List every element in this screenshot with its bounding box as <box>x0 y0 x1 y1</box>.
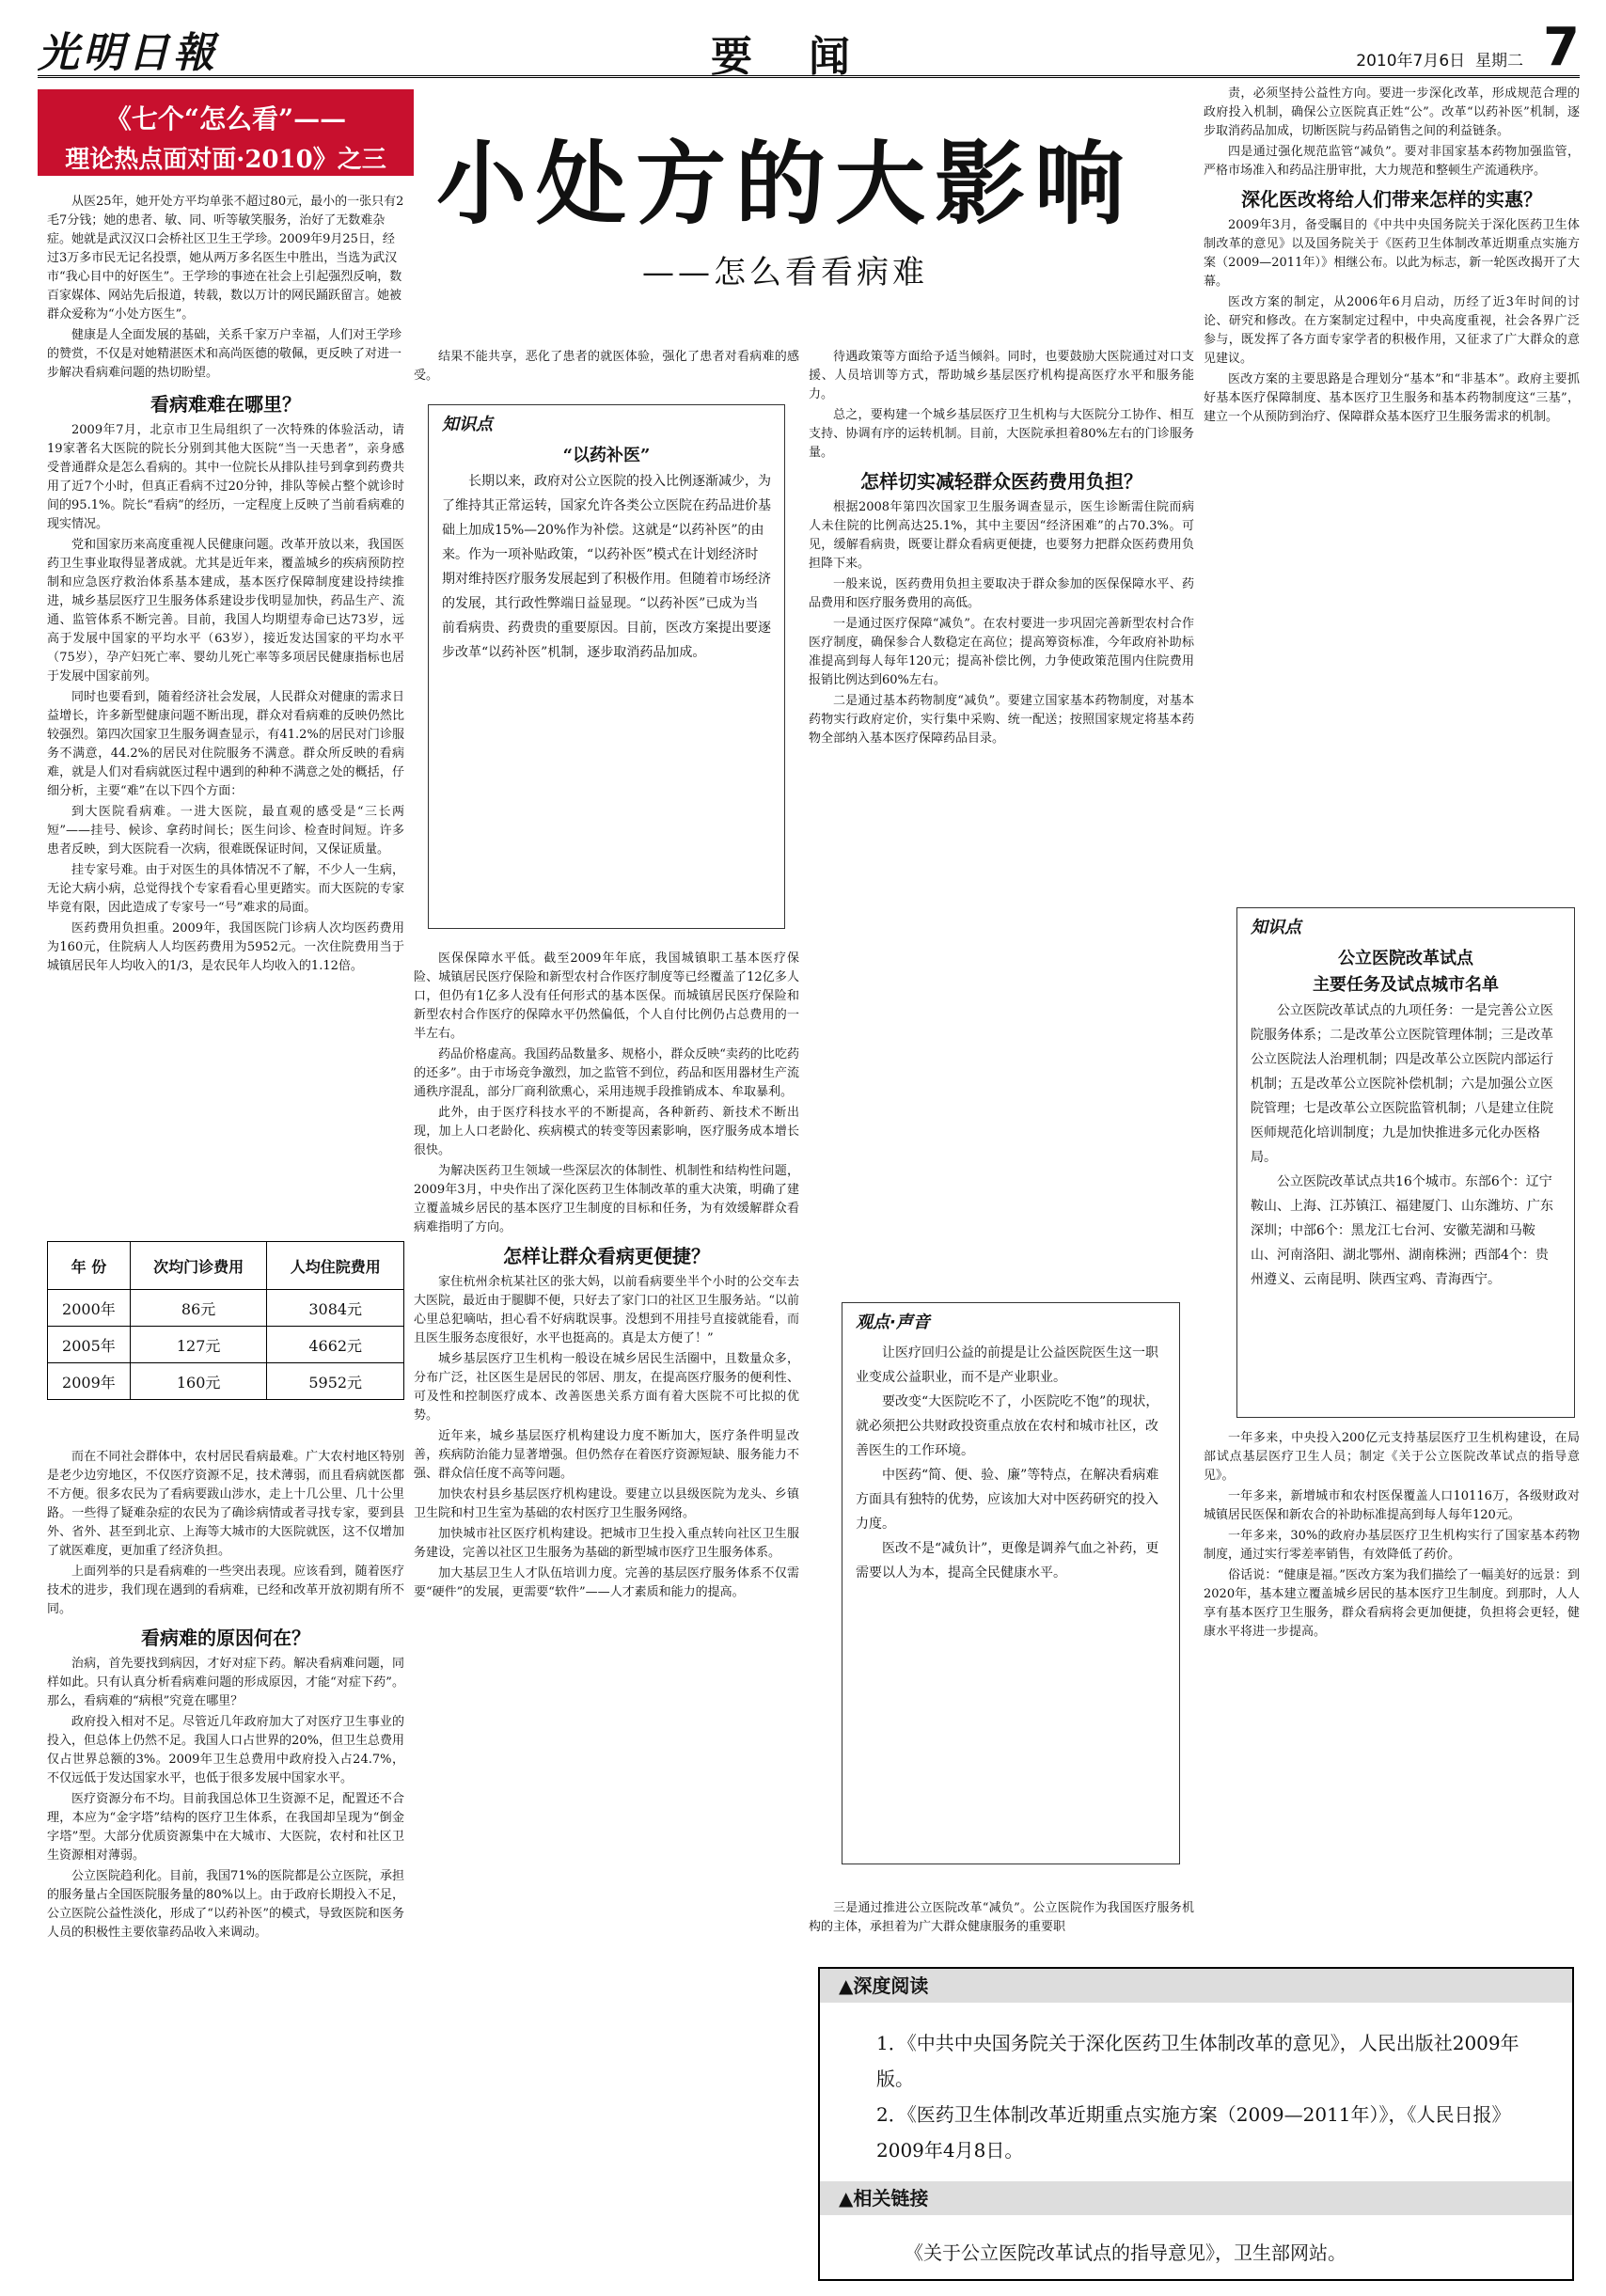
knowledge-subtitle: 主要任务及试点城市名单 <box>1313 975 1499 995</box>
knowledge-box-2 <box>1236 907 1575 1418</box>
paragraph: 一般来说，医药费用负担主要取决于群众参加的医保保障水平、药品费用和医疗服务费用的高低。 <box>809 577 1194 610</box>
knowledge-text: 公立医院改革试点共16个城市。东部6个：辽宁鞍山、上海、江苏镇江、福建厦门、山东潍坊、广东深圳；中部6个：黑龙江七台河、安徽芜湖和马鞍山、河南洛阳、湖北鄂州、湖南株洲；西部4个：贵州遵义、云南昆明、陕西宝鸡、青海西宁。 <box>1251 1174 1553 1287</box>
headline: 小处方的大影响 <box>436 131 1134 237</box>
paragraph: 同时也要看到，随着经济社会发展，人民群众对健康的需求日益增长，许多新型健康问题不断出现，群众对看病难的反映仍然比较强烈。第四次国家卫生服务调查显示，有41.2%的居民对门诊服务不满意，44.2%的居民对住院服务不满意。群众所反映的看病难，就是人们对看病就医过程中遇到的种种不满意之处的概括，仔细分析，主要“难”在以下四个方面： <box>47 690 404 798</box>
weekday: 星期二 <box>1475 52 1523 71</box>
paragraph: 家住杭州余杭某社区的张大妈，以前看病要坐半个小时的公交车去大医院，最近由于腿脚不便，只好去了家门口的社区卫生服务站。“以前心里总犯嘀咕，担心看不好病耽误事。没想到不用挂号直接就能看，而且医生服务态度很好，水平也挺高的。真是太方便了！” <box>414 1275 799 1345</box>
table-cell: 3084元 <box>267 1290 404 1327</box>
column-1-bottom <box>47 1448 404 2275</box>
paragraph: 一年多来，新增城市和农村医保覆盖人口10116万，各级财政对城镇居民医保和新农合的补助标准提高到每人每年120元。 <box>1204 1489 1580 1522</box>
opinion-text: 要改变“大医院吃不了，小医院吃不饱”的现状，就必须把公共财政投资重点放在农村和城市社区，改善医生的工作环境。 <box>856 1394 1159 1458</box>
table-cell: 2005年 <box>48 1327 131 1363</box>
opinion-tag: 观点·声音 <box>856 1313 930 1332</box>
table-header: 人均住院费用 <box>267 1242 404 1290</box>
intro-paragraph: 从医25年，她开处方平均单张不超过80元，最小的一张只有2毛7分钱；她的患者、敏、同、听等敏笑服务，治好了无数难杂症。她就是武汉汉口会桥社区卫生王学珍。2009年9月25日，经过3万多市民无记名投票，她从两万多名医生中胜出，当选为武汉市“我心目中的好医生”。王学珍的事迹在社会上引起强烈反响，数百家媒体、网站先后报道，转载，数以万计的网民踊跃留言。她被群众爱称为“小处方医生”。 <box>47 195 404 322</box>
paragraph: 四是通过强化规范监管“减负”。要对非国家基本药物加强监管，严格市场准入和药品注册审批，大力规范和整顿生产流通秩序。 <box>1204 145 1580 178</box>
dateline <box>1356 47 1523 71</box>
page-number: 7 <box>1543 17 1580 78</box>
newspaper-logo: 光明日報 <box>38 29 218 77</box>
paragraph: 2009年3月，备受瞩目的《中共中央国务院关于深化医药卫生体制改革的意见》以及国务院关于《医药卫生体制改革近期重点实施方案（2009—2011年）》相继公布。以此为标志，新一轮医改揭开了大幕。 <box>1204 218 1580 289</box>
series-banner <box>38 89 414 176</box>
column-1-top <box>47 385 404 1236</box>
knowledge-text: 公立医院改革试点的九项任务：一是完善公立医院服务体系；二是改革公立医院管理体制；三是改革公立医院法人治理机制；四是改革公立医院内部运行机制；五是改革公立医院补偿机制；六是加强公立医院管理；七是改革公立医院监管机制；八是建立住院医师规范化培训制度；九是加快推进多元化办医格局。 <box>1251 1003 1553 1165</box>
paragraph: 医改方案的主要思路是合理划分“基本”和“非基本”。政府主要抓好基本医疗保障制度、基本医疗卫生服务和基本药物制度这“三基”，建立一个从预防到治疗、保障群众基本医疗卫生服务需求的机制。 <box>1204 372 1580 424</box>
section-heading: 怎样切实减轻群众医药费用负担？ <box>860 470 1142 493</box>
opinion-text: 让医疗回归公益的前提是让公益医院医生这一职业变成公益职业，而不是产业职业。 <box>856 1345 1158 1385</box>
section-heading: 深化医改将给人们带来怎样的实惠？ <box>1241 188 1542 211</box>
related-link-title: ▲相关链接 <box>820 2181 1572 2215</box>
table-cell: 86元 <box>130 1290 267 1327</box>
section-heading: 看病难难在哪里？ <box>150 393 301 416</box>
related-link[interactable]: 《关于公立医院改革试点的指导意见》，卫生部网站。 <box>905 2241 1346 2264</box>
section-heading: 怎样让群众看病更便捷？ <box>503 1245 710 1267</box>
column-4-top <box>1204 85 1580 893</box>
intro <box>47 193 404 385</box>
paragraph: 此外，由于医疗科技水平的不断提高，各种新药、新技术不断出现，加上人口老龄化、疾病模式的转变等因素影响，医疗服务成本增长很快。 <box>414 1106 799 1157</box>
paragraph: 公立医院趋利化。目前，我国71%的医院都是公立医院，承担的服务量占全国医院服务量的80%以上。由于政府长期投入不足，公立医院公益性淡化，形成了“以药补医”的模式，导致医院和医务人员的积极性主要依靠药品收入来调动。 <box>47 1869 404 1940</box>
table-cell: 5952元 <box>267 1363 404 1400</box>
paragraph: 一年多来，中央投入200亿元支持基层医疗卫生机构建设，在局部试点基层医疗卫生人员；制定《关于公立医院改革试点的指导意见》。 <box>1204 1431 1580 1483</box>
paragraph: 加快城市社区医疗机构建设。把城市卫生投入重点转向社区卫生服务建设，完善以社区卫生服务为基础的新型城市医疗卫生服务体系。 <box>414 1527 799 1560</box>
table-cell: 2009年 <box>48 1363 131 1400</box>
knowledge-tag: 知识点 <box>442 415 493 434</box>
paragraph: 三是通过推进公立医院改革“减负”。公立医院作为我国医疗服务机构的主体，承担着为广大群众健康服务的重要职 <box>809 1901 1194 1934</box>
paragraph: 政府投入相对不足。尽管近几年政府加大了对医疗卫生事业的投入，但总体上仍然不足。我国人口占世界的20%，但卫生总费用仅占世界总额的3%。2009年卫生总费用中政府投入占24.7%，不仅远低于发达国家水平，也低于很多发展中国家水平。 <box>47 1715 404 1785</box>
paragraph: 挂专家号难。由于对医生的具体情况不了解，不少人一生病，无论大病小病，总觉得找个专家看看心里更踏实。而大医院的专家毕竟有限，因此造成了专家号一“号”难求的局面。 <box>47 863 404 915</box>
knowledge-box-1 <box>428 404 785 929</box>
paragraph: 党和国家历来高度重视人民健康问题。改革开放以来，我国医药卫生事业取得显著成就。尤其是近年来，覆盖城乡的疾病预防控制和应急医疗救治体系基本建成，基本医疗保障制度建设持续推进，城乡基层医疗卫生服务体系建设步伐明显加快，药品生产、流通、监管体系不断完善。目前，我国人均期望寿命已达73岁，远高于发展中国家的平均水平（63岁），接近发达国家的平均水平（75岁），孕产妇死亡率、婴幼儿死亡率等多项居民健康指标也居于发展中国家前列。 <box>47 538 404 684</box>
paragraph: 为解决医药卫生领域一些深层次的体制性、机制性和结构性问题，2009年3月，中央作出了深化医药卫生体制改革的重大决策，明确了建立覆盖城乡居民的基本医疗卫生制度的目标和任务，为有效缓解群众看病难指明了方向。 <box>414 1164 799 1234</box>
paragraph: 结果不能共享，恶化了患者的就医体验，强化了患者对看病难的感受。 <box>414 350 799 383</box>
table-header: 年 份 <box>48 1242 131 1290</box>
paragraph: 责，必须坚持公益性方向。要进一步深化改革，形成规范合理的政府投入机制，确保公立医院真正姓“公”。改革“以药补医”机制，逐步取消药品加成，切断医院与药品销售之间的利益链条。 <box>1204 86 1580 138</box>
table-cell: 2000年 <box>48 1290 131 1327</box>
paragraph: 医保保障水平低。截至2009年年底，我国城镇职工基本医疗保险、城镇居民医疗保险和新型农村合作医疗制度等已经覆盖了12亿多人口，但仍有1亿多人没有任何形式的基本医保。而城镇居民医疗保险和新型农村合作医疗的保障水平仍然偏低，个人自付比例仍占总费用的一半左右。 <box>414 951 799 1041</box>
series-line-2: 理论热点面对面·2010》之三 <box>65 146 386 174</box>
column-2-bottom <box>414 950 799 2275</box>
cost-table <box>47 1241 404 1400</box>
opinion-text: 医改不是“减负计”，更像是调养气血之补药，更需要以人为本，提高全民健康水平。 <box>856 1541 1159 1580</box>
further-reading-box <box>818 1967 1574 2281</box>
paragraph: 城乡基层医疗卫生机构一般设在城乡居民生活圈中，且数量众多，分布广泛，社区医生是居民的邻居、朋友，在提高医疗服务的便利性、可及性和控制医疗成本、改善医患关系方面有着大医院不可比拟的优势。 <box>414 1352 799 1423</box>
paragraph: 加大基层卫生人才队伍培训力度。完善的基层医疗服务体系不仅需要“硬件”的发展，更需要“软件”——人才素质和能力的提高。 <box>414 1566 799 1599</box>
series-line-1: 《七个“怎么看”—— <box>104 103 347 134</box>
masthead <box>38 17 1580 81</box>
paragraph: 上面列举的只是看病难的一些突出表现。应该看到，随着医疗技术的进步，我们现在遇到的看病难，已经和改革开放初期有所不同。 <box>47 1565 404 1616</box>
reading-item: 1．《中共中央国务院关于深化医药卫生体制改革的意见》，人民出版社2009年版。 <box>876 2032 1519 2090</box>
table-cell: 160元 <box>130 1363 267 1400</box>
column-3-top <box>809 348 1194 1297</box>
opinion-box <box>842 1302 1180 1864</box>
further-reading-title: ▲深度阅读 <box>820 1969 1572 2003</box>
table-cell: 127元 <box>130 1327 267 1363</box>
table-header: 次均门诊费用 <box>130 1242 267 1290</box>
top-rule <box>38 75 1580 78</box>
intro-paragraph: 健康是人全面发展的基础，关系千家万户幸福，人们对王学珍的赞赏，不仅是对她精湛医术和高尚医德的敬佩，更反映了对进一步解决看病难问题的热切盼望。 <box>47 328 402 380</box>
table-row <box>48 1290 404 1327</box>
further-reading-list <box>876 2025 1544 2168</box>
paragraph: 俗话说：“健康是福。”医改方案为我们描绘了一幅美好的远景：到2020年，基本建立覆盖城乡居民的基本医疗卫生制度。到那时，人人享有基本医疗卫生服务，群众看病将会更加便捷，负担将会更轻，健康水平将进一步提高。 <box>1204 1568 1580 1639</box>
paragraph: 而在不同社会群体中，农村居民看病最难。广大农村地区特别是老少边穷地区，不仅医疗资源不足，技术薄弱，而且看病就医都不方便。很多农民为了看病要跋山涉水，走上十几公里、几十公里路。一些得了疑难杂症的农民为了确诊病情或者寻找专家，要到县外、省外、甚至到北京、上海等大城市的大医院就医，这不仅增加了就医难度，更加重了经济负担。 <box>47 1450 404 1558</box>
subheadline: ——怎么看看病难 <box>642 254 928 291</box>
paragraph: 医改方案的制定，从2006年6月启动，历经了近3年时间的讨论、研究和修改。在方案制定过程中，中央高度重视，社会各界广泛参与，既发挥了各方面专家学者的积极作用，又征求了广大群众的意见建议。 <box>1204 295 1580 366</box>
table-row <box>48 1363 404 1400</box>
paragraph: 待遇政策等方面给予适当倾斜。同时，也要鼓励大医院通过对口支援、人员培训等方式，帮助城乡基层医疗机构提高医疗水平和服务能力。 <box>809 350 1194 401</box>
paragraph: 医药费用负担重。2009年，我国医院门诊病人次均医药费用为160元，住院病人人均医药费用为5952元。一次住院费用当于城镇居民年人均收入的1/3，是农民年人均收入的1.12倍。 <box>47 921 404 973</box>
paragraph: 2009年7月，北京市卫生局组织了一次特殊的体验活动，请19家著名大医院的院长分别到其他大医院“当一天患者”，亲身感受普通群众是怎么看病的。其中一位院长从排队挂号到拿到药费共用了近7个小时，但真正看病不过20分钟，排队等候占整个就诊时间的95.1%。院长“看病”的经历，一定程度上反映了当前看病难的现实情况。 <box>47 423 404 531</box>
paragraph: 总之，要构建一个城乡基层医疗卫生机构与大医院分工协作、相互支持、协调有序的运转机制。目前，大医院承担着80%左右的门诊服务量。 <box>809 408 1194 460</box>
column-3-bottom <box>809 1899 1194 1956</box>
table-header-row <box>48 1242 404 1290</box>
paragraph: 近年来，城乡基层医疗机构建设力度不断加大，医疗条件明显改善，疾病防治能力显著增强。但仍然存在着医疗资源短缺、服务能力不强、群众信任度不高等问题。 <box>414 1429 799 1481</box>
paragraph: 加快农村县乡基层医疗机构建设。要建立以县级医院为龙头、乡镇卫生院和村卫生室为基础的农村医疗卫生服务网络。 <box>414 1487 799 1520</box>
date: 2010年7月6日 <box>1356 52 1466 71</box>
section-heading: 看病难的原因何在？ <box>141 1627 310 1649</box>
column-2-top <box>414 348 799 395</box>
knowledge-text: 长期以来，政府对公立医院的投入比例逐渐减少，为了维持其正常运转，国家允许各类公立医院在药品进价基础上加成15%—20%作为补偿。这就是“以药补医”的由来。作为一项补贴政策，“以药补医”模式在计划经济时期对维持医疗服务发展起到了积极作用。但随着市场经济的发展，其行政性弊端日益显现。“以药补医”已成为当前看病贵、药费贵的重要原因。目前，医改方案提出要逐步改革“以药补医”机制，逐步取消药品加成。 <box>442 474 771 660</box>
opinion-text: 中医药“简、便、验、廉”等特点，在解决看病难方面具有独特的优势，应该加大对中医药研究的投入力度。 <box>856 1468 1159 1532</box>
paragraph: 到大医院看病难。一进大医院，最直观的感受是“三长两短”——挂号、候诊、拿药时间长；医生问诊、检查时间短。许多患者反映，到大医院看一次病，很难既保证时间，又保证质量。 <box>47 805 404 857</box>
table-row <box>48 1327 404 1363</box>
paragraph: 医疗资源分布不均。目前我国总体卫生资源不足，配置还不合理，本应为“金字塔”结构的医疗卫生体系，在我国却呈现为“倒金字塔”型。大部分优质资源集中在大城市、大医院，农村和社区卫生资源相对薄弱。 <box>47 1792 404 1863</box>
knowledge-title: “以药补医” <box>562 446 651 465</box>
paragraph: 药品价格虚高。我国药品数量多、规格小，群众反映“卖药的比吃药的还多”。由于市场竞争激烈，加之监管不到位，药品和医用器材生产流通秩序混乱，部分厂商利欲熏心，采用违规手段推销成本、牟取暴利。 <box>414 1047 799 1099</box>
knowledge-title: 公立医院改革试点 <box>1338 949 1473 968</box>
paragraph: 一年多来，30%的政府办基层医疗卫生机构实行了国家基本药物制度，通过实行零差率销售，有效降低了药价。 <box>1204 1529 1580 1562</box>
paragraph: 二是通过基本药物制度“减负”。要建立国家基本药物制度，对基本药物实行政府定价，实行集中采购、统一配送；按照国家规定将基本药物全部纳入基本医疗保障药品目录。 <box>809 694 1194 746</box>
paragraph: 治病，首先要找到病因，才好对症下药。解决看病难问题，同样如此。只有认真分析看病难问题的形成原因，才能“对症下药”。那么，看病难的“病根”究竟在哪里？ <box>47 1657 404 1708</box>
paragraph: 一是通过医疗保障“减负”。在农村要进一步巩固完善新型农村合作医疗制度，确保参合人数稳定在高位；提高筹资标准，今年政府补助标准提高到每人每年120元；提高补偿比例，力争使政策范围内住院费用报销比例达到60%左右。 <box>809 617 1194 687</box>
table-cell: 4662元 <box>267 1327 404 1363</box>
reading-item: 2．《医药卫生体制改革近期重点实施方案（2009—2011年）》，《人民日报》2009年4月8日。 <box>876 2103 1511 2162</box>
paragraph: 根据2008年第四次国家卫生服务调查显示，医生诊断需住院而病人未住院的比例高达25.1%，其中主要因“经济困难”的占70.3%。可见，缓解看病贵，既要让群众看病更便捷，也要努力把群众医药费用负担降下来。 <box>809 500 1194 571</box>
section-title: 要闻 <box>711 33 906 81</box>
knowledge-tag: 知识点 <box>1251 918 1301 937</box>
column-4-bottom <box>1204 1429 1580 1956</box>
